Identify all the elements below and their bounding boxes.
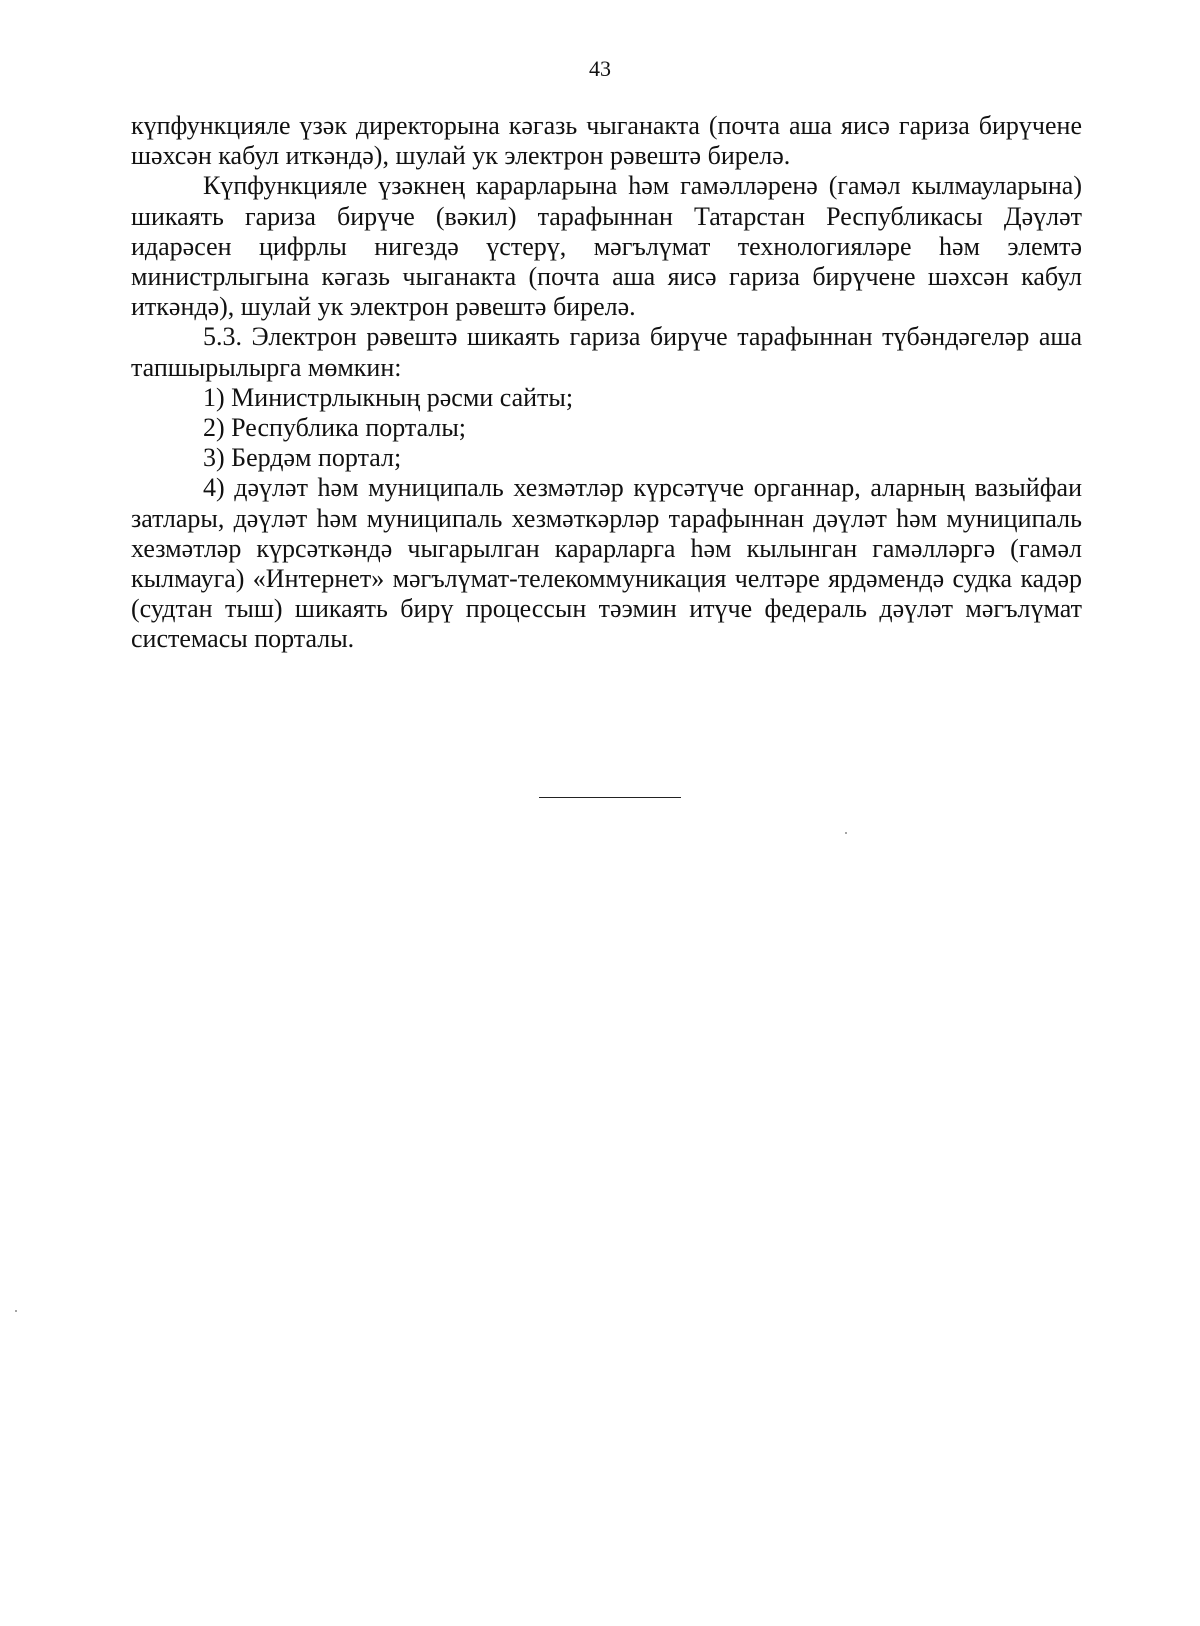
scan-speck [845,832,847,834]
paragraph-section-5-3: 5.3. Электрон рәвештә шикаять гариза бирүче тарафыннан түбәндәгеләр аша тапшырылырга мөмкин: [131,322,1082,382]
paragraph-continuation: күпфункцияле үзәк директорына кәгазь чыганакта (почта аша яисә гариза бирүчене шәхсән кабул иткәндә), шулай ук электрон рәвештә бирелә. [131,111,1082,171]
paragraph-complaint-ministry: Күпфункцияле үзәкнең карарларына һәм гамәлләренә (гамәл кылмауларына) шикаять гариза бирүче (вәкил) тарафыннан Татарстан Республикасы Дәүләт идарәсен цифрлы нигездә үстерү, мәгълүмат технологияләре һәм элемтә министрлыгына кәгазь чыганакта (почта аша яисә гариза бирүчене шәхсән кабул иткәндә), шулай ук электрон рәвештә бирелә. [131,171,1082,322]
document-body [131,111,1082,655]
list-item-ministry-site: 1) Министрлыкның рәсми сайты; [203,382,574,412]
list-item-unified-portal: 3) Бердәм портал; [203,443,402,473]
page-number: 43 [589,56,611,81]
scan-speck [15,1310,17,1312]
list-item-federal-portal: 4) дәүләт һәм муниципаль хезмәтләр күрсәтүче органнар, аларның вазыйфаи затлары, дәүләт һәм муниципаль хезмәткәрләр тарафыннан дәүләт һәм муниципаль хезмәтләр күрсәткәндә чыгарылган карарларга һәм кылынган гамәлләргә (гамәл кылмауга) «Интернет» мәгълүмат-телекоммуникация челтәре ярдәмендә судка кадәр (судтан тыш) шикаять бирү процессын тәэмин итүче федераль дәүләт мәгълүмат системасы порталы. [131,473,1082,654]
list-item-republic-portal: 2) Республика порталы; [203,413,467,443]
end-of-text-rule [539,797,681,798]
